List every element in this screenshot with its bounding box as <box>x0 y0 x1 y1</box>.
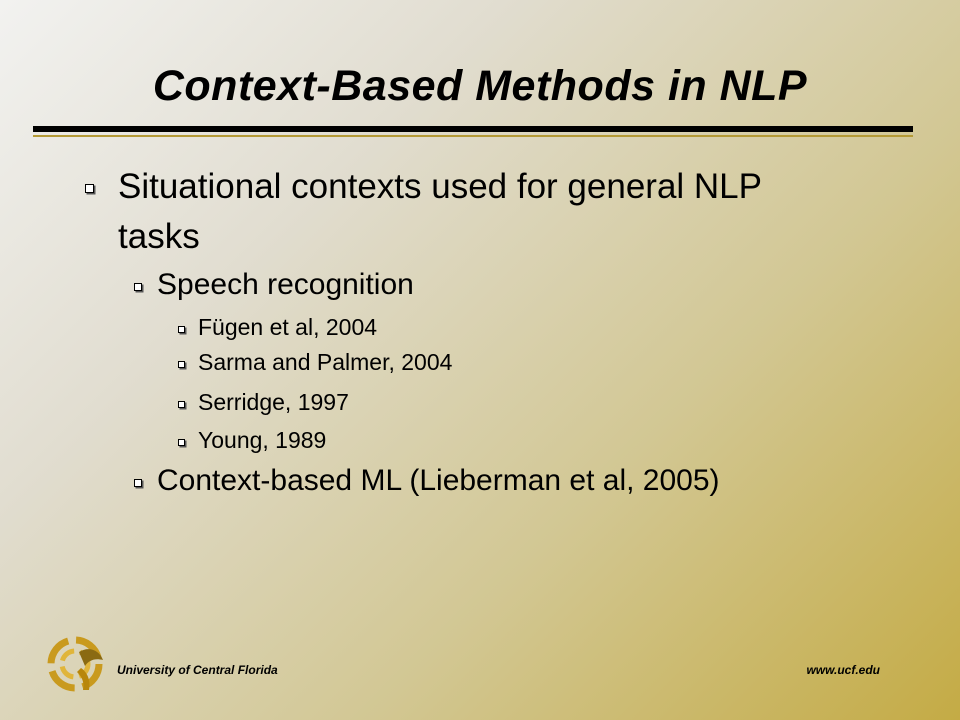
bullet-level3 <box>178 386 349 418</box>
bullet-box-icon <box>85 184 94 193</box>
bullet-level1 <box>85 162 845 262</box>
bullet-box-icon <box>134 479 142 487</box>
footer-url[interactable]: www.ucf.edu <box>806 663 880 677</box>
bullet-box-icon <box>178 439 185 446</box>
footer-university: University of Central Florida <box>117 663 278 677</box>
bullet-box-icon <box>178 361 185 368</box>
reference-text: Young, 1989 <box>198 427 327 453</box>
pegasus-logo-icon <box>45 632 109 696</box>
bullet-level3 <box>178 424 326 456</box>
bullet-level2 <box>134 461 720 501</box>
title-divider <box>33 126 913 132</box>
bullet-text: Situational contexts used for general NLP tasks <box>118 167 762 256</box>
reference-text: Fügen et al, 2004 <box>198 314 378 340</box>
bullet-level3 <box>178 346 452 378</box>
reference-text: Sarma and Palmer, 2004 <box>198 349 453 375</box>
bullet-text: Speech recognition <box>157 268 414 301</box>
bullet-text: Context-based ML (Lieberman et al, 2005) <box>157 464 720 497</box>
bullet-level3 <box>178 311 377 343</box>
title-divider-accent <box>33 135 913 137</box>
bullet-box-icon <box>178 326 185 333</box>
bullet-box-icon <box>178 401 185 408</box>
reference-text: Serridge, 1997 <box>198 389 349 415</box>
slide-title: Context-Based Methods in NLP <box>152 62 808 110</box>
bullet-level2 <box>134 265 414 305</box>
bullet-box-icon <box>134 283 142 291</box>
